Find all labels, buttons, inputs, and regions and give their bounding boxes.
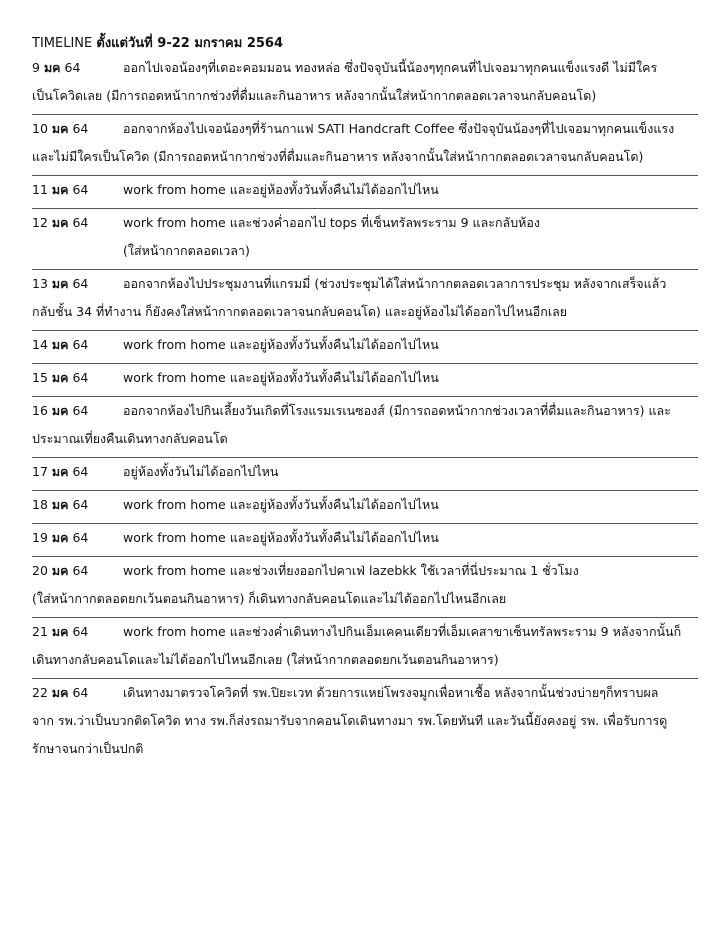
- entry-text: ออกไปเจอน้องๆที่เดอะคอมมอน ทองหล่อ ซึ่งปัจจุบันนี้น้องๆทุกคนที่ไปเจอมาทุกคนแข็งแรงดี ไม่มีใคร: [123, 60, 658, 75]
- entry-year: 64: [72, 276, 89, 291]
- entry-month: มค: [51, 276, 69, 291]
- entry-text: อยู่ห้องทั้งวันไม่ได้ออกไปไหน: [123, 464, 279, 479]
- entry-day: 22: [32, 685, 48, 700]
- entry-year: 64: [72, 182, 89, 197]
- entry-year: 64: [72, 370, 89, 385]
- title-prefix: TIMELINE: [32, 36, 93, 51]
- entry-month: มค: [51, 530, 69, 545]
- entry-text: ออกจากห้องไปเจอน้องๆที่ร้านกาแฟ SATI Handcraft Coffee ซึ่งปัจจุบันน้องๆที่ไปเจอมาทุกคนแข็งแรง: [123, 121, 675, 136]
- entry-date: [32, 331, 123, 359]
- entry-text: ประมาณเที่ยงคืนเดินทางกลับคอนโด: [32, 431, 228, 446]
- entry-month: มค: [51, 624, 69, 639]
- entry-text: work from home และอยู่ห้องทั้งวันทั้งคืนไม่ได้ออกไปไหน: [123, 530, 439, 545]
- entry-year: 64: [72, 403, 89, 418]
- entry-date: [32, 524, 123, 552]
- timeline-entry: [32, 176, 698, 209]
- entry-line: [32, 491, 698, 519]
- entry-text: และไม่มีใครเป็นโควิด (มีการถอดหน้ากากช่วงที่ดื่มและกินอาหาร หลังจากนั้นใส่หน้ากากตลอดเวลาจนกลับคอนโด): [32, 149, 644, 164]
- entry-day: 11: [32, 182, 48, 197]
- timeline-entry: [32, 331, 698, 364]
- entry-line: [32, 618, 698, 646]
- entry-line: [32, 458, 698, 486]
- entry-month: มค: [51, 403, 69, 418]
- entry-text: เป็นโควิดเลย (มีการถอดหน้ากากช่วงที่ดื่มและกินอาหาร หลังจากนั้นใส่หน้ากากตลอดเวลาจนกลับคอนโด): [32, 88, 597, 103]
- entry-date: [32, 176, 123, 204]
- entry-month: มค: [51, 215, 69, 230]
- entry-text: เดินทางกลับคอนโดและไม่ได้ออกไปไหนอีกเลย (ใส่หน้ากากตลอดยกเว้นตอนกินอาหาร): [32, 652, 499, 667]
- entry-line: [32, 646, 698, 674]
- entry-text: work from home และอยู่ห้องทั้งวันทั้งคืนไม่ได้ออกไปไหน: [123, 182, 439, 197]
- entry-day: 17: [32, 464, 48, 479]
- entry-date: [32, 679, 123, 707]
- entry-month: มค: [51, 497, 69, 512]
- entry-text: (ใส่หน้ากากตลอดยกเว้นตอนกินอาหาร) ก็เดินทางกลับคอนโดและไม่ได้ออกไปไหนอีกเลย: [32, 591, 507, 606]
- entry-day: 12: [32, 215, 48, 230]
- entry-day: 15: [32, 370, 48, 385]
- entry-line: [32, 237, 698, 265]
- entry-date: [32, 491, 123, 519]
- entry-text: work from home และช่วงค่ำเดินทางไปกินเอ็มเคคนเดียวที่เอ็มเคสาขาเซ็นทรัลพระราม 9 หลังจากนั้นก็: [123, 624, 682, 639]
- timeline-entry: [32, 364, 698, 397]
- entry-year: 64: [72, 215, 89, 230]
- entry-line: [32, 707, 698, 735]
- entry-line: [32, 331, 698, 359]
- entry-month: มค: [51, 685, 69, 700]
- entry-line: [32, 585, 698, 613]
- entry-text: work from home และอยู่ห้องทั้งวันทั้งคืนไม่ได้ออกไปไหน: [123, 337, 439, 352]
- entry-day: 16: [32, 403, 48, 418]
- entry-year: 64: [72, 121, 89, 136]
- entry-line: [32, 524, 698, 552]
- title-text: ตั้งแต่วันที่ 9-22 มกราคม 2564: [96, 36, 284, 51]
- entry-line: [32, 679, 698, 707]
- entry-month: มค: [51, 121, 69, 136]
- entry-text: ออกจากห้องไปกินเลี้ยงวันเกิดที่โรงแรมเรเนซองส์ (มีการถอดหน้ากากช่วงเวลาที่ดื่มและกินอาหาร) และ: [123, 403, 671, 418]
- entry-date: [32, 397, 123, 425]
- entry-year: 64: [72, 685, 89, 700]
- entry-text: (ใส่หน้ากากตลอดเวลา): [123, 243, 250, 258]
- entry-year: 64: [64, 60, 81, 75]
- entry-year: 64: [72, 563, 89, 578]
- entry-date: [32, 364, 123, 392]
- entry-day: 19: [32, 530, 48, 545]
- timeline-entry: [32, 458, 698, 491]
- timeline-list: [32, 54, 698, 767]
- entry-date: [32, 618, 123, 646]
- entry-day: 21: [32, 624, 48, 639]
- entry-month: มค: [51, 563, 69, 578]
- entry-year: 64: [72, 624, 89, 639]
- entry-line: [32, 298, 698, 326]
- entry-year: 64: [72, 530, 89, 545]
- entry-month: มค: [51, 370, 69, 385]
- entry-month: มค: [51, 182, 69, 197]
- entry-day: 18: [32, 497, 48, 512]
- entry-month: มค: [51, 464, 69, 479]
- entry-date: [32, 270, 123, 298]
- entry-line: [32, 735, 698, 763]
- entry-line: [32, 270, 698, 298]
- entry-line: [32, 54, 698, 82]
- entry-line: [32, 397, 698, 425]
- entry-day: 13: [32, 276, 48, 291]
- entry-day: 14: [32, 337, 48, 352]
- timeline-entry: [32, 209, 698, 270]
- entry-year: 64: [72, 464, 89, 479]
- entry-text: เดินทางมาตรวจโควิดที่ รพ.ปิยะเวท ด้วยการแหย่โพรงจมูกเพื่อหาเชื้อ หลังจากนั้นช่วงบ่ายๆก็ทราบผล: [123, 685, 659, 700]
- timeline-entry: [32, 115, 698, 176]
- timeline-entry: [32, 524, 698, 557]
- entry-text: จาก รพ.ว่าเป็นบวกติดโควิด ทาง รพ.ก็ส่งรถมารับจากคอนโดเดินทางมา รพ.โดยทันที และวันนี้ยังคงอยู่ รพ. เพื่อรับการดู: [32, 713, 668, 728]
- timeline-entry: [32, 491, 698, 524]
- entry-line: [32, 209, 698, 237]
- entry-text: work from home และช่วงค่ำออกไป tops ที่เซ็นทรัลพระราม 9 และกลับห้อง: [123, 215, 540, 230]
- entry-year: 64: [72, 337, 89, 352]
- entry-date: [32, 458, 123, 486]
- entry-line: [32, 143, 698, 171]
- timeline-entry: [32, 397, 698, 458]
- entry-line: [32, 115, 698, 143]
- entry-text: รักษาจนกว่าเป็นปกติ: [32, 741, 144, 756]
- entry-day: 9: [32, 60, 40, 75]
- timeline-entry: [32, 679, 698, 767]
- entry-text: work from home และช่วงเที่ยงออกไปคาเฟ่ lazebkk ใช้เวลาที่นี่ประมาณ 1 ชั่วโมง: [123, 563, 579, 578]
- entry-text: work from home และอยู่ห้องทั้งวันทั้งคืนไม่ได้ออกไปไหน: [123, 497, 439, 512]
- entry-line: [32, 176, 698, 204]
- entry-month: มค: [43, 60, 61, 75]
- entry-month: มค: [51, 337, 69, 352]
- entry-text: work from home และอยู่ห้องทั้งวันทั้งคืนไม่ได้ออกไปไหน: [123, 370, 439, 385]
- entry-line: [32, 364, 698, 392]
- timeline-entry: [32, 618, 698, 679]
- timeline-entry: [32, 54, 698, 115]
- document-title: [32, 34, 698, 54]
- entry-text: ออกจากห้องไปประชุมงานที่แกรมมี่ (ช่วงประชุมได้ใส่หน้ากากตลอดเวลาการประชุม หลังจากเสร็จแล้ว: [123, 276, 667, 291]
- entry-date: [32, 115, 123, 143]
- timeline-entry: [32, 270, 698, 331]
- entry-line: [32, 557, 698, 585]
- entry-date: [32, 557, 123, 585]
- entry-line: [32, 425, 698, 453]
- entry-day: 20: [32, 563, 48, 578]
- entry-year: 64: [72, 497, 89, 512]
- entry-day: 10: [32, 121, 48, 136]
- entry-date: [32, 54, 123, 82]
- entry-text: กลับชั้น 34 ที่ทำงาน ก็ยังคงใส่หน้ากากตลอดเวลาจนกลับคอนโด) และอยู่ห้องไม่ได้ออกไปไหนอีกเลย: [32, 304, 568, 319]
- timeline-entry: [32, 557, 698, 618]
- entry-date: [32, 209, 123, 237]
- entry-line: [32, 82, 698, 110]
